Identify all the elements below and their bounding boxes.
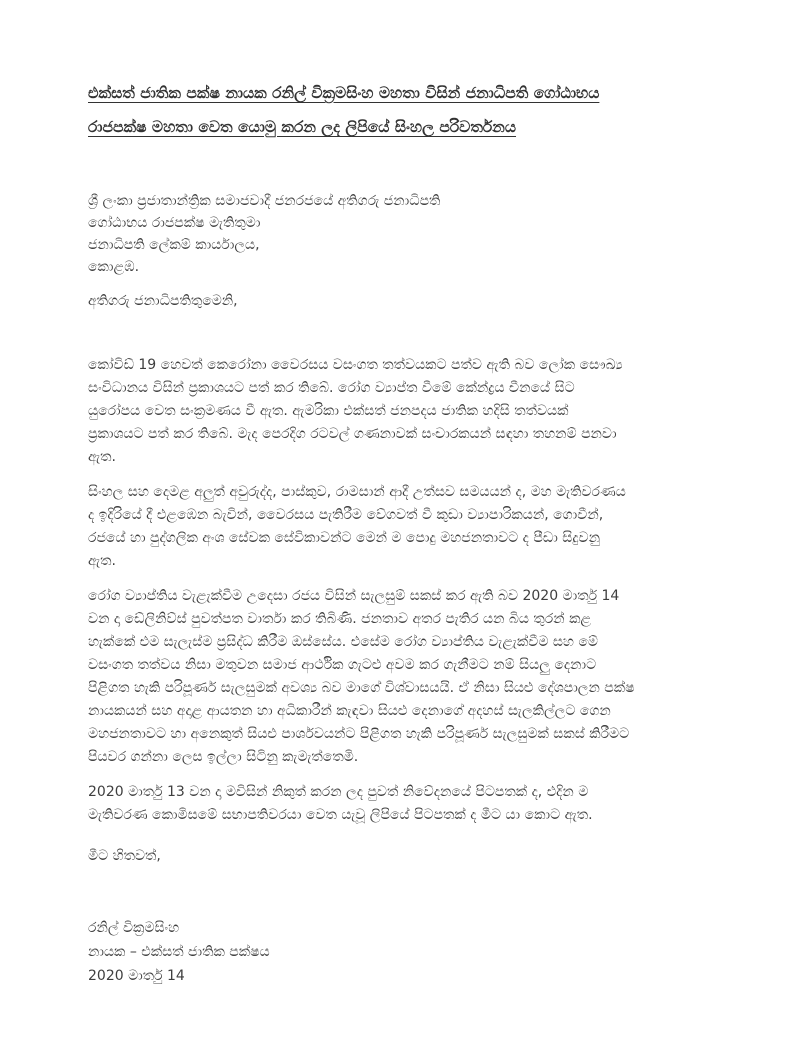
paragraph-1 <box>88 354 710 469</box>
recipient-address-line: කොළඹ. <box>88 259 140 275</box>
signature-block <box>88 916 710 988</box>
recipient-address-line: ගෝඨාභය රාජපක්ෂ මැතිතුමා <box>88 215 261 231</box>
recipient-address <box>88 190 710 278</box>
paragraph-3 <box>88 585 710 769</box>
paragraph-line: හැක්කේ එම සැලැස්ම ප්‍රසිද්ධ කිරීම ඔස්සේය. එසේම රෝග ව්‍යාප්තිය වැළැක්වීම සහ මේ <box>88 634 598 650</box>
signature-line: 2020 මාර්තු 14 <box>88 968 185 984</box>
paragraph-2 <box>88 481 710 573</box>
paragraph-line: ද ඉදිරියේ දී එළඹෙන බැවින්, වෛරසය පැතිරීම වේගවත් වී කුඩා ව්‍යාපාරිකයන්, ගොවීන්, <box>88 507 604 523</box>
paragraph-line: මහජනතාවට හා අනෙකුත් සියළු පාර්ශවයන්ට පිළිගත හැකි පරිපූර්ණ සැලසුමක් සකස් කිරීමට <box>88 726 630 742</box>
paragraph-line: වන දා ඩේලිනිව්ස් පුවත්පත වාර්තා කර තිබිණි. ජනතාව අතර පැතිර යන බිය තුරන් කළ <box>88 611 592 627</box>
paragraph-line: නායකයන් සහ අදාළ ආයතන හා අධිකාරීන් කැඳවා සියළු දෙනාගේ අදහස් සැලකිල්ලට ගෙන <box>88 703 611 719</box>
signature-line: රනිල් වික්‍රමසිංහ <box>88 920 180 936</box>
paragraph-line: පියවර ගන්නා ලෙස ඉල්ලා සිටිනු කැමැත්තෙමි. <box>88 749 359 765</box>
letter-title-line: එක්සත් ජාතික පක්ෂ නායක රනිල් වික්‍රමසිංහ මහතා විසින් ජනාධිපති ගෝඨාභය <box>88 84 600 102</box>
paragraph-line: ඇත. <box>88 449 116 465</box>
paragraph-line: සිංහල සහ දෙමළ අලුත් අවුරුද්ද, පාස්කුව, රාමසාන් ආදී උත්සව සමයයන් ද, මහ මැතිවරණය <box>88 484 626 500</box>
paragraph-line: 2020 මාර්තු 13 වන දා මවිසින් නිකුත් කරන ලද පුවත් නිවේදනයේ පිටපතක් ද, එදින ම <box>88 784 589 800</box>
paragraph-line: පිළිගත හැකි පරිපූර්ණ සැලසුමක් අවශ්‍ය බව මාගේ විශ්වාසයයි. ඒ නිසා සියළු දේශපාලන පක්ෂ <box>88 680 635 696</box>
paragraph-line: යුරෝපය වෙත සංක්‍රමණය වී ඇත. ඇමරිකා එක්සත් ජනපදය ජාතික හදිසි තත්වයක් <box>88 403 569 419</box>
signature-line: නායක – එක්සත් ජාතික පක්ෂය <box>88 944 270 960</box>
closing: මීට හිතවත්, <box>88 848 161 864</box>
paragraph-line: රෝග ව්‍යාප්තිය වැළැක්වීම උදෙසා රජය විසින් සැලසුම් සකස් කර ඇති බව 2020 මාර්තු 14 <box>88 588 620 604</box>
paragraph-4 <box>88 781 710 827</box>
recipient-address-line: ශ්‍රී ලංකා ප්‍රජාතාන්ත්‍රික සමාජවාදී ජනරජයේ අතිගරු ජනාධිපති <box>88 193 441 209</box>
paragraph-line: කෝවිඩ් 19 හෙවත් කෙරෝනා වෛරසය වසංගත තත්වයකට පත්ව ඇති බව ලෝක සෞඛ්‍ය <box>88 357 623 373</box>
paragraph-line: ඇත. <box>88 553 116 569</box>
recipient-address-line: ජනාධිපති ලේකම් කාර්යාලය, <box>88 237 260 253</box>
paragraph-line: සංවිධානය විසින් ප්‍රකාශයට පත් කර තිබේ. රෝග ව්‍යාප්ත වීමේ කේන්ද්‍රය චීනයේ සිට <box>88 380 575 396</box>
salutation: අතිගරු ජනාධිපතිතුමෙනි, <box>88 293 238 309</box>
paragraph-line: මැතිවරණ කොමිසමේ සභාපතිවරයා වෙත යැවූ ලිපියේ පිටපතක් ද මීට යා කොට ඇත. <box>88 807 593 823</box>
paragraph-line: වසංගත තත්වය නිසා මතුවන සමාජ ආර්ථික ගැටළු අවම කර ගැනීමට නම් සියලු දෙනාට <box>88 657 597 673</box>
letter-title-line: රාජපක්ෂ මහතා වෙත යොමු කරන ලද ලිපියේ සිංහල පරිවර්තනය <box>88 118 517 136</box>
paragraph-line: රජයේ හා පුද්ගලික අංශ සේවක සේවිකාවන්ට මෙන් ම පොදු මහජනතාවට ද පීඩා සිදුවනු <box>88 530 600 546</box>
paragraph-line: ප්‍රකාශයට පත් කර තිබේ. මැද පෙරදිග රටවල් ගණනාවක් සංචාරකයන් සඳහා තහනම් පනවා <box>88 426 617 442</box>
letter-title <box>88 76 710 144</box>
